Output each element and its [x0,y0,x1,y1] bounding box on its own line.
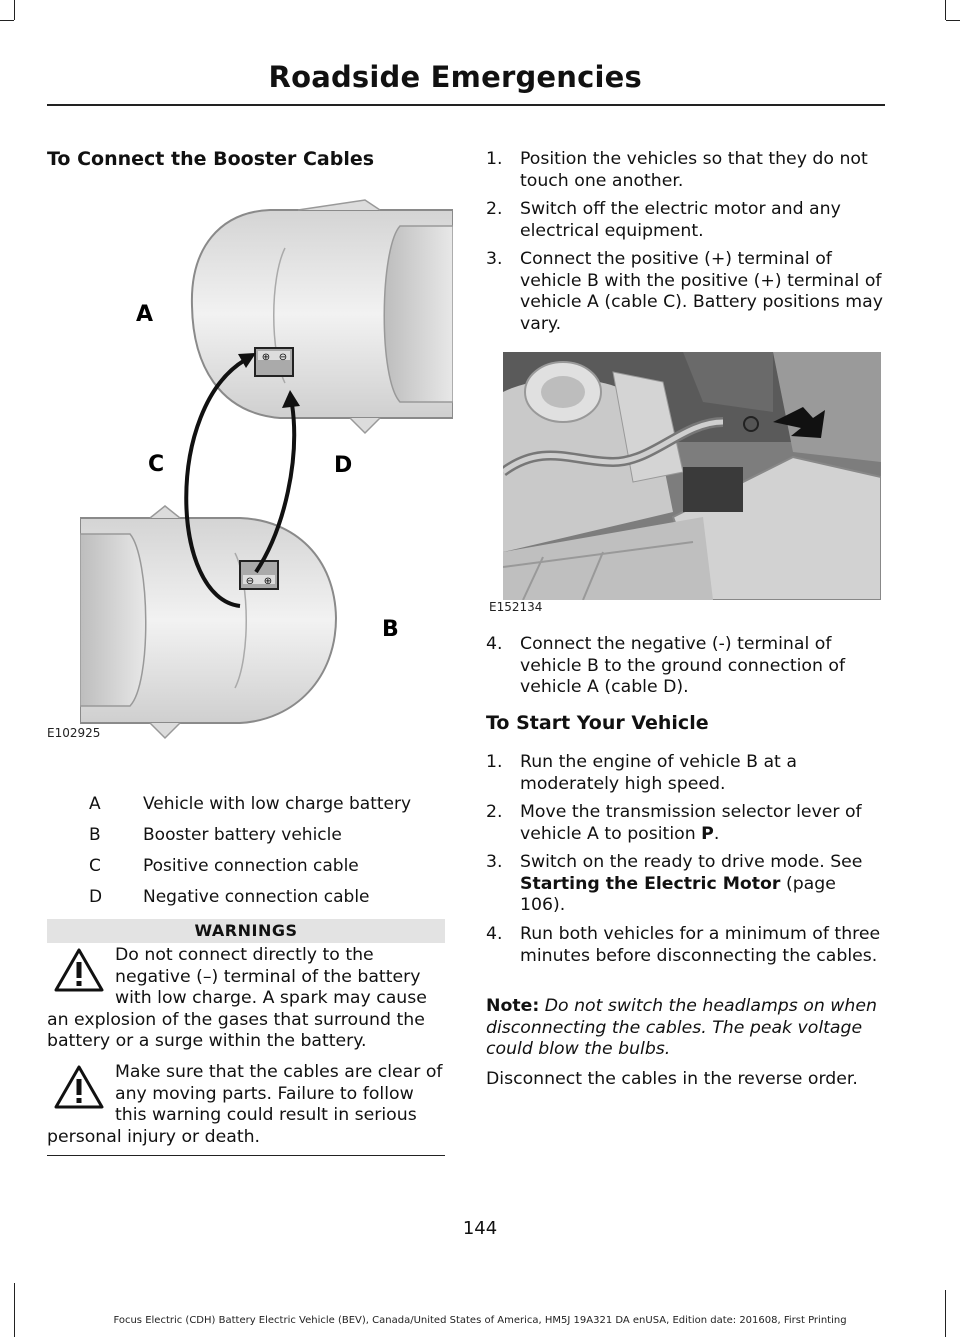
section-heading-connect: To Connect the Booster Cables [47,148,375,170]
label-b: B [382,617,399,642]
step-text: Run the engine of vehicle B at a moderately high speed. [520,752,797,794]
warning-item [47,1062,447,1148]
header-rule [47,104,885,106]
section-heading-start: To Start Your Vehicle [486,712,709,734]
note-label: Note: [486,996,540,1016]
svg-text:⊕: ⊕ [261,352,271,363]
step-text: Connect the positive (+) terminal of vehicle B with the positive (+) terminal of vehicle A (cable C). Battery positions may vary. [520,249,883,334]
step-number: 2. [486,802,503,822]
engine-bay-photo [503,352,881,600]
legend-key: B [89,825,101,845]
svg-text:⊖: ⊖ [278,352,288,363]
label-a: A [136,302,154,327]
step-text: Run both vehicles for a minimum of three minutes before disconnecting the cables. [520,924,881,966]
step-text: Move the transmission selector lever of vehicle A to position P. [520,802,862,844]
step-number: 3. [486,852,503,872]
step-number: 4. [486,924,503,944]
legend-text: Positive connection cable [143,856,359,876]
crop-mark [14,0,15,20]
legend-text: Booster battery vehicle [143,825,342,845]
label-d: D [334,453,353,478]
closing-paragraph: Disconnect the cables in the reverse order. [486,1069,858,1089]
step-text: Switch off the electric motor and any electrical equipment. [520,199,841,241]
note-text: Do not switch the headlamps on when disconnecting the cables. The peak voltage could blow the bulbs. [486,996,877,1060]
warning-text: Do not connect directly to the negative (–) terminal of the battery with low charge. A spark may cause an explosion of the gases that surround the battery or a surge within the battery. [47,945,427,1052]
svg-text:⊕: ⊕ [263,576,273,587]
booster-diagram [80,188,453,743]
crop-mark [946,20,960,21]
cross-reference-link[interactable]: Starting the Electric Motor [520,873,781,894]
crop-mark [945,1290,946,1337]
label-c: C [148,452,165,477]
page-number: 144 [462,1218,498,1239]
figure-code-2: E152134 [489,600,543,614]
step-text: Connect the negative (-) terminal of vehicle B to the ground connection of vehicle A (cable D). [520,634,846,698]
crop-mark [945,0,946,20]
page-title: Roadside Emergencies [268,60,642,94]
warnings-rule [47,1155,445,1156]
legend-key: A [89,794,101,814]
warning-text: Make sure that the cables are clear of any moving parts. Failure to follow this warning could result in serious personal injury or death. [47,1062,443,1147]
step-text: Switch on the ready to drive mode. See Starting the Electric Motor (page 106). [520,852,863,916]
step-number: 4. [486,634,503,654]
legend-key: D [89,887,103,907]
crop-mark [0,20,14,21]
note-paragraph [486,996,886,1061]
warnings-heading: WARNINGS [47,919,445,943]
crop-mark [14,1283,15,1337]
warning-triangle-icon [53,1064,105,1110]
warning-item [47,945,447,1053]
footer-text: Focus Electric (CDH) Battery Electric Vehicle (BEV), Canada/United States of America, HM5J 19A321 DA enUSA, Edition date: 201608, First Printing [113,1315,847,1326]
svg-text:⊖: ⊖ [245,576,255,587]
figure-code-1: E102925 [47,726,101,740]
step-number: 3. [486,249,503,269]
legend-text: Vehicle with low charge battery [143,794,412,814]
step-number: 1. [486,149,503,169]
step-number: 1. [486,752,503,772]
step-text: Position the vehicles so that they do not touch one another. [520,149,868,191]
legend-text: Negative connection cable [143,887,370,907]
step-number: 2. [486,199,503,219]
legend-key: C [89,856,101,876]
warning-triangle-icon [53,947,105,993]
